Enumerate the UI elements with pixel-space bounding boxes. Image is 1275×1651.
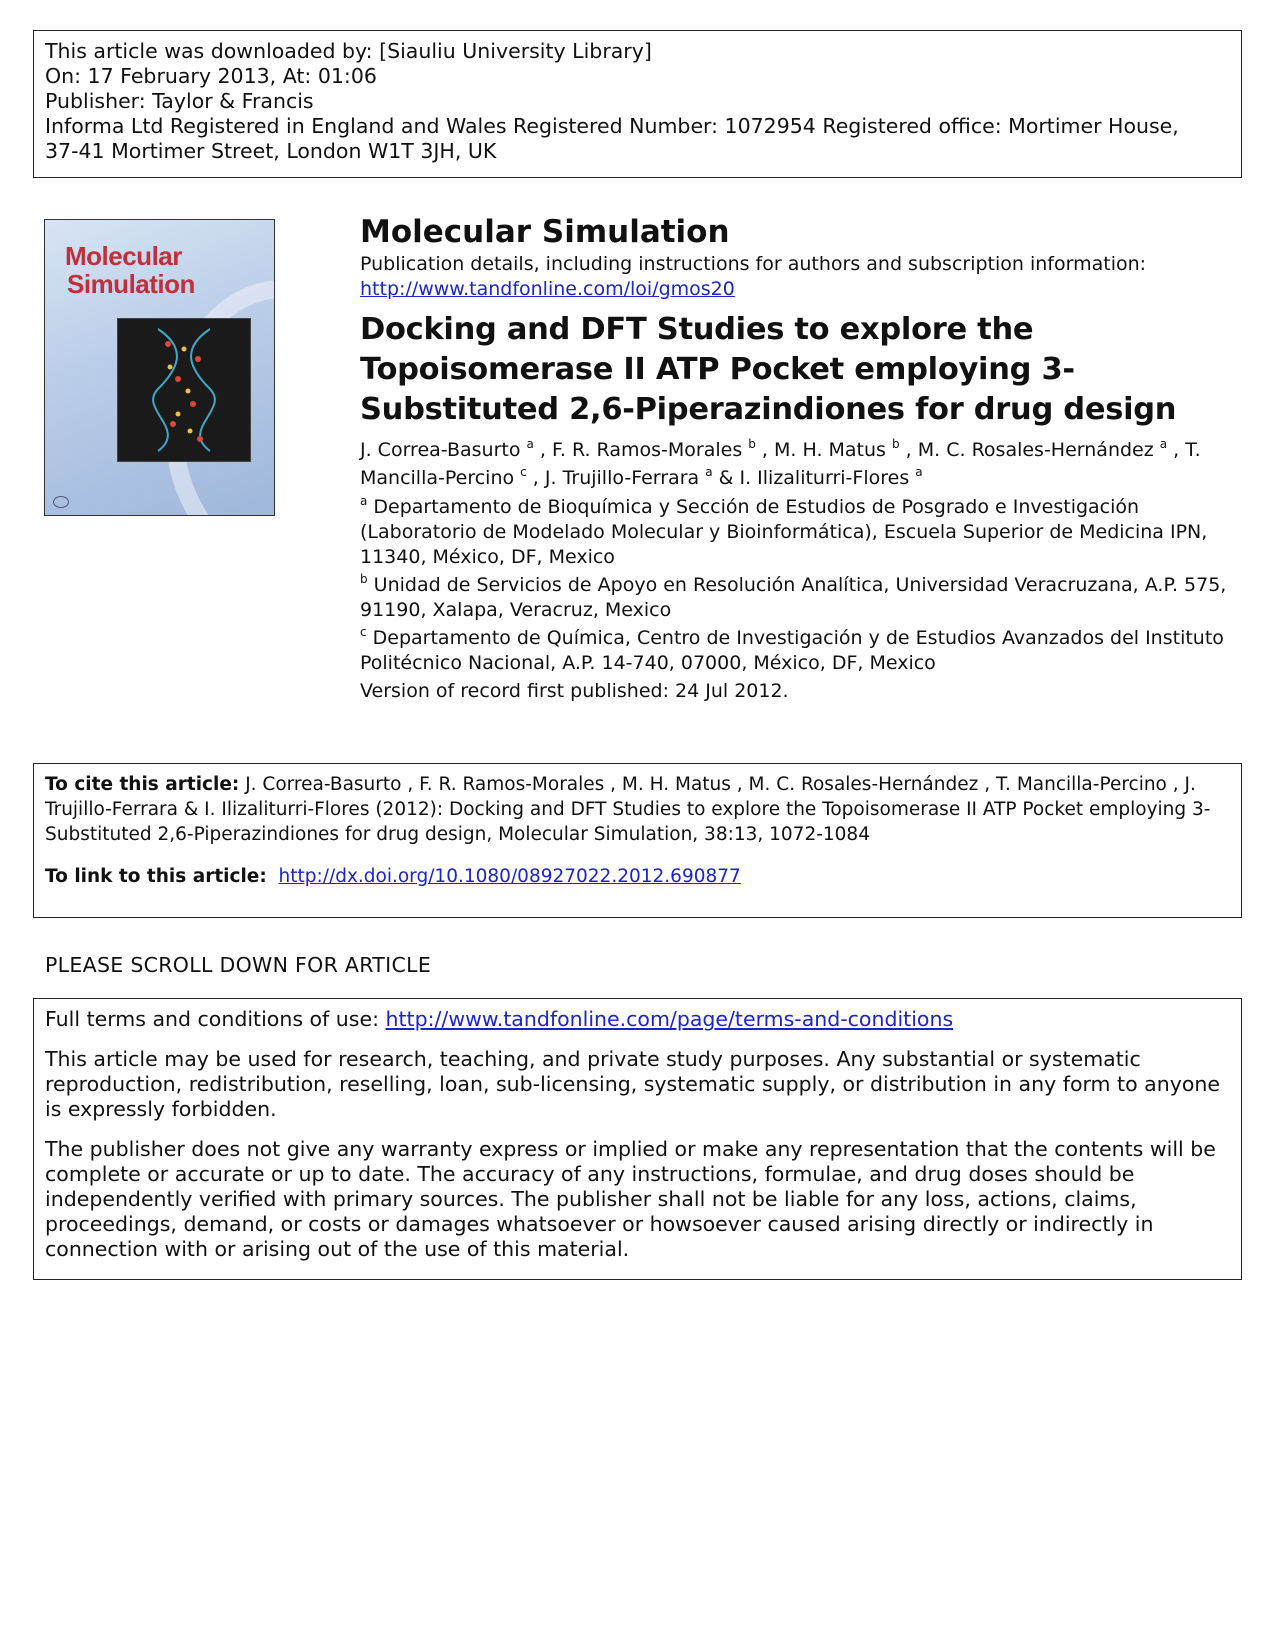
- affiliation-mark: a: [526, 437, 534, 451]
- doi-link[interactable]: http://dx.doi.org/10.1080/08927022.2012.690877: [278, 866, 741, 887]
- author-separator: ,: [755, 439, 775, 461]
- affiliation: [360, 626, 1240, 676]
- version-of-record: Version of record first published: 24 Jul 2012.: [360, 680, 789, 702]
- disclaimer-paragraph: The publisher does not give any warranty express or implied or make any representation that the contents will be complete or accurate or up to date. The accuracy of any instructions, formulae, and drug doses should be independently verified with primary sources. The publisher shall not be liable for any loss, actions, claims, proceedings, demand, or costs or damages whatsoever or howsoever caused arising directly or indirectly in connection with or arising out of the use of this material.: [45, 1137, 1216, 1261]
- affiliation-mark: c: [360, 625, 367, 639]
- affiliation-mark: a: [1159, 437, 1168, 451]
- author-name: F. R. Ramos-Morales: [552, 439, 749, 461]
- journal-cover-image: [44, 219, 275, 516]
- affiliation: [360, 495, 1240, 570]
- author-name: I. Ilizaliturri-Flores: [739, 467, 916, 489]
- journal-name: Molecular Simulation: [360, 214, 730, 250]
- cite-label: To cite this article:: [45, 774, 240, 795]
- author-name: M. H. Matus: [774, 439, 892, 461]
- affiliation-mark: b: [892, 437, 900, 451]
- author-name: T. Mancilla-Percino: [360, 439, 1201, 489]
- terms-label: Full terms and conditions of use:: [45, 1007, 379, 1031]
- scroll-note: PLEASE SCROLL DOWN FOR ARTICLE: [45, 953, 432, 977]
- publication-details: Publication details, including instructions for authors and subscription information:: [360, 253, 1147, 275]
- affiliation-mark: a: [705, 465, 713, 479]
- author-name: J. Correa-Basurto: [360, 439, 527, 461]
- affiliation-mark: b: [360, 572, 368, 586]
- affiliation-mark: a: [915, 465, 923, 479]
- affiliation-text: Departamento de Bioquímica y Sección de Estudios de Posgrado e Investigación (Laboratorio de Modelado Molecular y Bioinformática), Escuela Superior de Medicina IPN, 11340, México, DF, Mexico: [360, 496, 1208, 568]
- publisher-logo: [53, 496, 69, 508]
- author-separator: ,: [1167, 439, 1186, 461]
- author-separator: ,: [899, 439, 918, 461]
- registered-office-line: Informa Ltd Registered in England and Wales Registered Number: 1072954 Registered office: Mortimer House,: [45, 114, 1179, 138]
- doi-row: [45, 864, 1230, 889]
- author-list: [360, 436, 1240, 492]
- affiliation-mark: b: [748, 437, 756, 451]
- article-header: [360, 212, 1240, 704]
- affiliation-text: Departamento de Química, Centro de Investigación y de Estudios Avanzados del Instituto Politécnico Nacional, A.P. 14-740, 07000, México, DF, Mexico: [360, 627, 1224, 674]
- journal-link[interactable]: http://www.tandfonline.com/loi/gmos20: [360, 278, 735, 300]
- publisher-line: Publisher: Taylor & Francis: [45, 89, 314, 113]
- download-info-box: [33, 30, 1242, 178]
- download-date-line: On: 17 February 2013, At: 01:06: [45, 64, 377, 88]
- terms-row: [45, 1007, 1230, 1032]
- download-line: This article was downloaded by: [Siauliu University Library]: [45, 39, 652, 63]
- affiliation-list: [360, 495, 1240, 676]
- usage-paragraph: This article may be used for research, teaching, and private study purposes. Any substantial or systematic reproduction, redistribution, reselling, loan, sub-licensing, systematic supply, or distribution in any form to anyone is expressly forbidden.: [45, 1047, 1220, 1121]
- author-separator: ,: [526, 467, 545, 489]
- affiliation-mark: a: [360, 494, 368, 508]
- author-name: M. C. Rosales-Hernández: [917, 439, 1160, 461]
- address-line: 37-41 Mortimer Street, London W1T 3JH, UK: [45, 139, 497, 163]
- cover-molecule-picture: [117, 318, 251, 462]
- affiliation: [360, 573, 1240, 623]
- affiliation-text: Unidad de Servicios de Apoyo en Resolución Analítica, Universidad Veracruzana, A.P. 575, 91190, Xalapa, Veracruz, Mexico: [360, 574, 1227, 621]
- cover-title: Molecular Simulation: [65, 241, 195, 299]
- author-separator: ,: [533, 439, 552, 461]
- terms-link[interactable]: http://www.tandfonline.com/page/terms-and-conditions: [385, 1007, 954, 1031]
- link-label: To link to this article:: [45, 866, 267, 887]
- citation-box: [33, 763, 1242, 918]
- citation: [45, 772, 1230, 847]
- author-separator: &: [712, 467, 740, 489]
- citation-text: J. Correa-Basurto , F. R. Ramos-Morales , M. H. Matus , M. C. Rosales-Hernández , T. Mancilla-Percino , J. Trujillo-Ferrara & I. Ilizaliturri-Flores (2012): Docking and DFT Studies to explore the Topoisomerase II ATP Pocket employing 3-Substituted 2,6-Piperazindiones for drug design, Molecular Simulation, 38:13, 1072-1084: [45, 774, 1211, 845]
- author-name: J. Trujillo-Ferrara: [544, 467, 706, 489]
- affiliation-mark: c: [520, 465, 527, 479]
- terms-box: [33, 998, 1242, 1280]
- article-title: Docking and DFT Studies to explore the Topoisomerase II ATP Pocket employing 3-Substituted 2,6-Piperazindiones for drug design: [360, 312, 1177, 427]
